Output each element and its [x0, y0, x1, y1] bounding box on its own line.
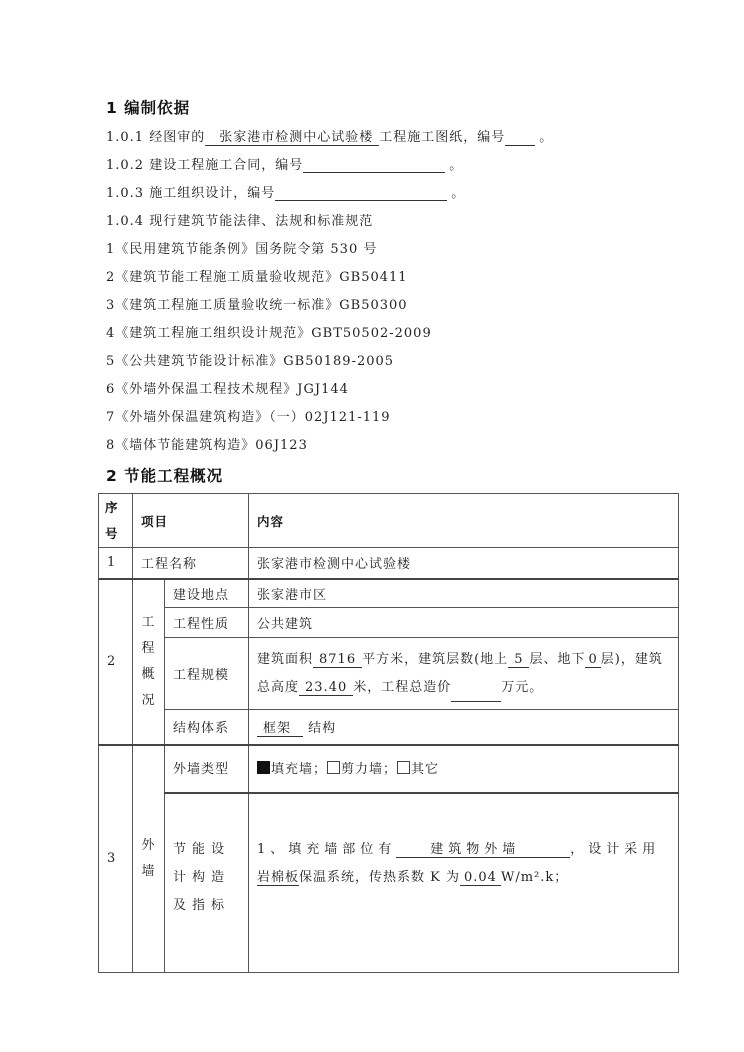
structure-type-field: 框架 — [257, 722, 303, 737]
design-value — [249, 793, 679, 973]
row-group-label: 工程概况 — [133, 579, 165, 745]
item-1-0-4: 1.0.4 现行建筑节能法律、法规和标准规范 — [106, 214, 374, 229]
project-name-field: 张家港市检测中心试验楼 — [205, 131, 379, 146]
header-item: 项目 — [133, 494, 249, 548]
area-field: 8716 — [313, 653, 362, 668]
nature-value: 公共建筑 — [249, 608, 679, 638]
table-row — [99, 793, 679, 973]
item-text: 1.0.1 经图审的 — [106, 130, 206, 145]
scale-text: 层)，建筑总高度 — [257, 651, 663, 695]
design-text: ，设计采用 — [570, 841, 661, 857]
floors-below-field: 0 — [585, 653, 600, 668]
k-unit: W/m².k； — [500, 869, 569, 885]
item-1-0-1 — [106, 126, 553, 146]
row-content: 张家港市检测中心试验楼 — [249, 548, 679, 579]
row-seq: 3 — [99, 745, 133, 973]
floors-above-field: 5 — [508, 653, 529, 668]
scale-text: 建筑面积 — [257, 651, 314, 667]
design-text: 1、填充墙部位有 — [257, 841, 397, 857]
energy-overview-table — [98, 493, 679, 973]
wall-type-options — [249, 745, 679, 793]
item-text: 1.0.3 施工组织设计，编号 — [106, 186, 276, 201]
checkbox-label: 剪力墙； — [341, 761, 398, 777]
standard-item: 2《建筑节能工程施工质量验收规范》GB50411 — [106, 270, 408, 285]
item-suffix: 。 — [449, 158, 464, 173]
contract-number-blank — [303, 158, 445, 173]
wall-type-label: 外墙类型 — [165, 745, 249, 793]
infill-wall-checkbox[interactable] — [257, 761, 270, 774]
checkbox-label: 填充墙； — [271, 761, 328, 777]
standard-item: 3《建筑工程施工质量验收统一标准》GB50300 — [106, 298, 408, 313]
insulation-system-field: 岩棉板 — [257, 869, 300, 885]
shear-wall-checkbox[interactable] — [327, 761, 340, 774]
row-seq: 1 — [99, 548, 133, 579]
structure-value — [249, 710, 679, 745]
item-text: 1.0.2 建设工程施工合同，编号 — [106, 158, 304, 173]
item-1-0-2 — [106, 154, 463, 173]
table-row — [99, 638, 679, 710]
drawing-number-blank — [505, 131, 535, 146]
scale-text: 米，工程总造价 — [353, 679, 452, 695]
total-cost-blank — [451, 687, 501, 702]
structure-suffix: 结构 — [308, 720, 337, 736]
header-seq: 序号 — [99, 494, 133, 548]
standard-item: 5《公共建筑节能设计标准》GB50189-2005 — [106, 354, 395, 369]
org-design-number-blank — [275, 186, 447, 201]
scale-value — [249, 638, 679, 710]
standard-item: 6《外墙外保温工程技术规程》JGJ144 — [106, 382, 349, 397]
checkbox-label: 其它 — [411, 761, 440, 777]
wall-part-field: 建筑物外墙 — [396, 843, 570, 858]
item-suffix: 。 — [539, 130, 554, 145]
table-row — [99, 608, 679, 638]
header-content: 内容 — [249, 494, 679, 548]
k-value-field: 0.04 — [460, 871, 501, 886]
section-2-heading: 2 节能工程概况 — [106, 467, 224, 485]
location-value: 张家港市区 — [249, 579, 679, 608]
scale-text: 万元。 — [501, 679, 544, 695]
scale-label: 工程规模 — [165, 638, 249, 710]
row-seq: 2 — [99, 579, 133, 745]
scale-text: 层、地下 — [529, 651, 586, 667]
standard-item: 8《墙体节能建筑构造》06J123 — [106, 438, 308, 453]
design-text: 保温系统，传热系数 K 为 — [299, 869, 460, 885]
location-label: 建设地点 — [165, 579, 249, 608]
structure-label: 结构体系 — [165, 710, 249, 745]
section-1-heading: 1 编制依据 — [106, 99, 191, 117]
table-row — [99, 579, 679, 608]
item-text: 工程施工图纸，编号 — [379, 130, 506, 145]
table-row — [99, 745, 679, 793]
row-item: 工程名称 — [133, 548, 249, 579]
nature-label: 工程性质 — [165, 608, 249, 638]
height-field: 23.40 — [299, 681, 353, 696]
table-header-row — [99, 494, 679, 548]
other-checkbox[interactable] — [397, 761, 410, 774]
standard-item: 7《外墙外保温建筑构造》（一）02J121-119 — [106, 410, 391, 425]
item-suffix: 。 — [451, 186, 466, 201]
table-row — [99, 548, 679, 579]
item-1-0-3 — [106, 182, 465, 201]
scale-text: 平方米，建筑层数(地上 — [362, 651, 509, 667]
table-row — [99, 710, 679, 745]
standard-item: 1《民用建筑节能条例》国务院令第 530 号 — [106, 242, 378, 257]
standard-item: 4《建筑工程施工组织设计规范》GBT50502-2009 — [106, 326, 432, 341]
design-label: 节能设计构造及指标 — [165, 793, 249, 973]
row-group-label: 外墙 — [133, 745, 165, 973]
